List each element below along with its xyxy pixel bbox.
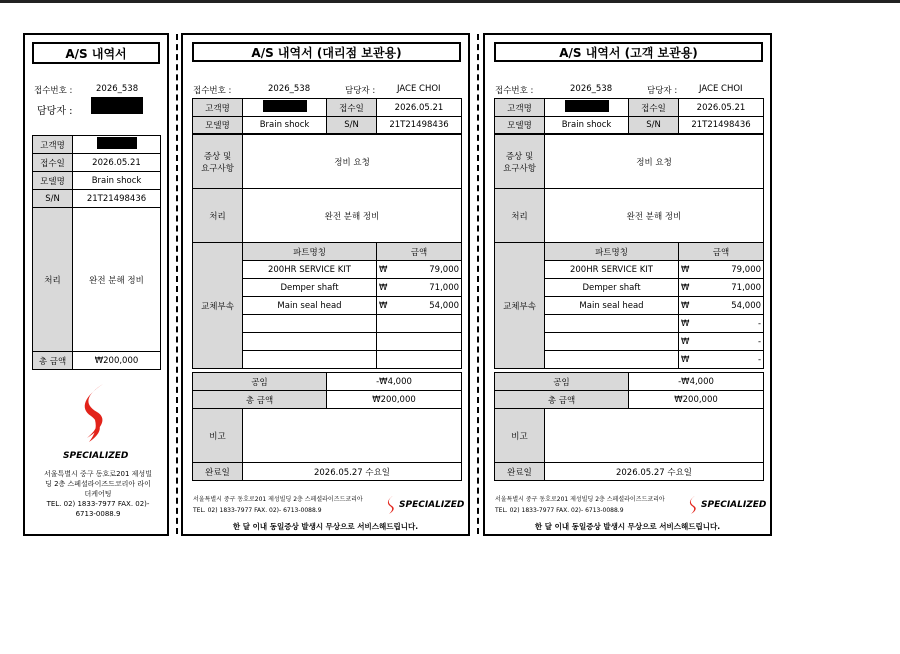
amount-value: 71,000 [731,282,762,293]
left-address-line: 딩 2층 스페셜라이즈드코리아 라이 [45,480,151,488]
left-date-label: 접수일 [33,154,73,172]
customer-address [495,494,665,516]
dealer-part-name [243,315,377,333]
window-top-bar [0,0,900,3]
customer-model: Brain shock [545,117,629,134]
dealer-customer-cell [243,99,327,117]
left-date: 2026.05.21 [73,154,161,172]
amount-value: - [757,336,762,347]
dealer-total: ₩200,000 [327,391,462,409]
customer-parts-label: 교체부속 [495,243,545,369]
won-sign: ₩ [379,282,388,293]
won-sign: ₩ [681,336,690,347]
customer-model-label: 모델명 [495,117,545,134]
left-info-table [32,135,161,370]
dealer-receipt-no-label: 접수번호 : [193,86,232,96]
amount-value: 71,000 [429,282,460,293]
dealer-part-amount [377,351,462,369]
dealer-sn: 21T21498436 [377,117,462,134]
left-customer-redacted [97,137,137,149]
dealer-amount-header: 금액 [377,243,462,261]
dealer-note [243,409,462,463]
dealer-address-line: 서울특별시 중구 동호로201 제성빌딩 2층 스페셜라이즈드코리아 [193,496,363,503]
customer-part-name: Main seal head [545,297,679,315]
customer-brand-text: SPECIALIZED [701,500,767,510]
dealer-notice: 한 달 이내 동일증상 발생시 무상으로 서비스해드립니다. [232,522,419,531]
dealer-manager-label: 담당자 : [345,86,376,96]
dealer-labor-label: 공임 [193,373,327,391]
left-receipt-no-label: 접수번호 : [34,86,73,96]
customer-info-table [494,98,764,134]
customer-address-line: 서울특별시 중구 동호로201 제성빌딩 2층 스페셜라이즈드코리아 [495,496,665,503]
dealer-part-amount [377,297,462,315]
won-sign: ₩ [681,264,690,275]
left-process: 완전 분해 정비 [73,208,161,352]
dealer-process-label: 처리 [193,189,243,243]
dealer-receipt-no: 2026_538 [268,84,311,94]
customer-part-name [545,315,679,333]
customer-sn: 21T21498436 [679,117,764,134]
symptom-label-line: 증상 및 [505,151,534,162]
customer-part-amount [679,333,764,351]
dealer-note-table [192,408,462,481]
customer-receipt-no-label: 접수번호 : [495,86,534,96]
symptom-label-line: 요구사항 [201,163,234,174]
dealer-sn-label: S/N [327,117,377,134]
left-brand-text: SPECIALIZED [63,451,129,461]
cut-line-2 [477,34,479,534]
left-manager-redacted [91,97,143,114]
customer-sn-label: S/N [629,117,679,134]
left-customer-label: 고객명 [33,136,73,154]
customer-date: 2026.05.21 [679,99,764,117]
customer-labor-label: 공임 [495,373,629,391]
customer-address-line: TEL. 02) 1833-7977 FAX. 02)- 6713-0088.9 [495,507,624,514]
dealer-parts-label: 교체부속 [193,243,243,369]
left-address-line: 서울특별시 중구 동호로201 제성빌 [44,470,152,478]
customer-part-amount [679,315,764,333]
customer-main-table [494,134,764,369]
dealer-symptom: 정비 요청 [243,135,462,189]
dealer-part-name: Demper shaft [243,279,377,297]
dealer-total-label: 총 금액 [193,391,327,409]
left-total: ₩200,000 [73,352,161,370]
won-sign: ₩ [379,300,388,311]
left-address-line: TEL. 02) 1833-7977 FAX. 02)- [46,500,150,508]
amount-value: 79,000 [731,264,762,275]
left-title: A/S 내역서 [32,42,160,64]
customer-note-table [494,408,764,481]
customer-total-label: 총 금액 [495,391,629,409]
symptom-label-line: 요구사항 [503,163,536,174]
dealer-part-name: Main seal head [243,297,377,315]
dealer-note-label: 비고 [193,409,243,463]
customer-part-name-header: 파트명칭 [545,243,679,261]
amount-value: 54,000 [731,300,762,311]
dealer-part-amount [377,333,462,351]
customer-labor: -₩4,000 [629,373,764,391]
dealer-form-panel [181,33,470,536]
dealer-title: A/S 내역서 (대리점 보관용) [192,42,461,62]
dealer-part-name [243,333,377,351]
dealer-part-name [243,351,377,369]
specialized-logo-dealer [385,494,399,516]
customer-amount-header: 금액 [679,243,764,261]
left-sn: 21T21498436 [73,190,161,208]
dealer-part-name-header: 파트명칭 [243,243,377,261]
customer-part-name: 200HR SERVICE KIT [545,261,679,279]
specialized-logo-customer [687,494,701,516]
dealer-date-label: 접수일 [327,99,377,117]
dealer-address-line: TEL. 02) 1833-7977 FAX. 02)- 6713-0088.9 [193,507,322,514]
customer-form-panel [483,33,772,536]
customer-manager: JACE CHOI [699,84,743,94]
customer-customer-cell [545,99,629,117]
customer-part-amount [679,297,764,315]
dealer-info-table [192,98,462,134]
won-sign: ₩ [681,300,690,311]
customer-part-name [545,351,679,369]
customer-date-label: 접수일 [629,99,679,117]
customer-note [545,409,764,463]
customer-part-name [545,333,679,351]
left-stub-panel [23,33,169,536]
won-sign: ₩ [379,264,388,275]
dealer-date: 2026.05.21 [377,99,462,117]
dealer-part-amount [377,279,462,297]
dealer-model: Brain shock [243,117,327,134]
dealer-main-table [192,134,462,369]
amount-value: 79,000 [429,264,460,275]
dealer-process: 완전 분해 정비 [243,189,462,243]
dealer-summary-table [192,372,462,409]
dealer-symptom-label [193,135,243,189]
customer-symptom: 정비 요청 [545,135,764,189]
left-address [33,469,163,519]
won-sign: ₩ [681,318,690,329]
amount-value: 54,000 [429,300,460,311]
left-address-line: 6713-0088.9 [75,510,121,518]
customer-total: ₩200,000 [629,391,764,409]
amount-value: - [757,318,762,329]
dealer-part-name: 200HR SERVICE KIT [243,261,377,279]
customer-process-label: 처리 [495,189,545,243]
customer-part-name: Demper shaft [545,279,679,297]
dealer-customer-label: 고객명 [193,99,243,117]
customer-customer-redacted [565,100,609,112]
customer-done-label: 완료일 [495,463,545,481]
dealer-manager: JACE CHOI [397,84,441,94]
won-sign: ₩ [681,354,690,365]
dealer-done-label: 완료일 [193,463,243,481]
customer-done: 2026.05.27 수요일 [545,463,764,481]
left-model-label: 모델명 [33,172,73,190]
customer-process: 완전 분해 정비 [545,189,764,243]
customer-summary-table [494,372,764,409]
customer-customer-label: 고객명 [495,99,545,117]
dealer-done: 2026.05.27 수요일 [243,463,462,481]
left-process-label: 처리 [33,208,73,352]
customer-part-amount [679,351,764,369]
left-sn-label: S/N [33,190,73,208]
customer-receipt-no: 2026_538 [570,84,613,94]
cut-line-1 [176,34,178,534]
dealer-brand-text: SPECIALIZED [399,500,465,510]
left-total-label: 총 금액 [33,352,73,370]
dealer-part-amount [377,261,462,279]
symptom-label-line: 증상 및 [203,151,232,162]
amount-value: - [757,354,762,365]
left-manager-label: 담당자 : [37,106,73,117]
customer-part-amount [679,261,764,279]
left-customer-cell [73,136,161,154]
left-address-line: 더케어팅 [84,490,112,498]
customer-title: A/S 내역서 (고객 보관용) [494,42,763,62]
customer-symptom-label [495,135,545,189]
customer-notice: 한 달 이내 동일증상 발생시 무상으로 서비스해드립니다. [534,522,721,531]
dealer-labor: -₩4,000 [327,373,462,391]
left-model: Brain shock [73,172,161,190]
dealer-model-label: 모델명 [193,117,243,134]
dealer-address [193,494,363,516]
dealer-customer-redacted [263,100,307,112]
customer-note-label: 비고 [495,409,545,463]
won-sign: ₩ [681,282,690,293]
customer-part-amount [679,279,764,297]
dealer-part-amount [377,315,462,333]
customer-manager-label: 담당자 : [647,86,678,96]
left-receipt-no: 2026_538 [96,84,139,94]
